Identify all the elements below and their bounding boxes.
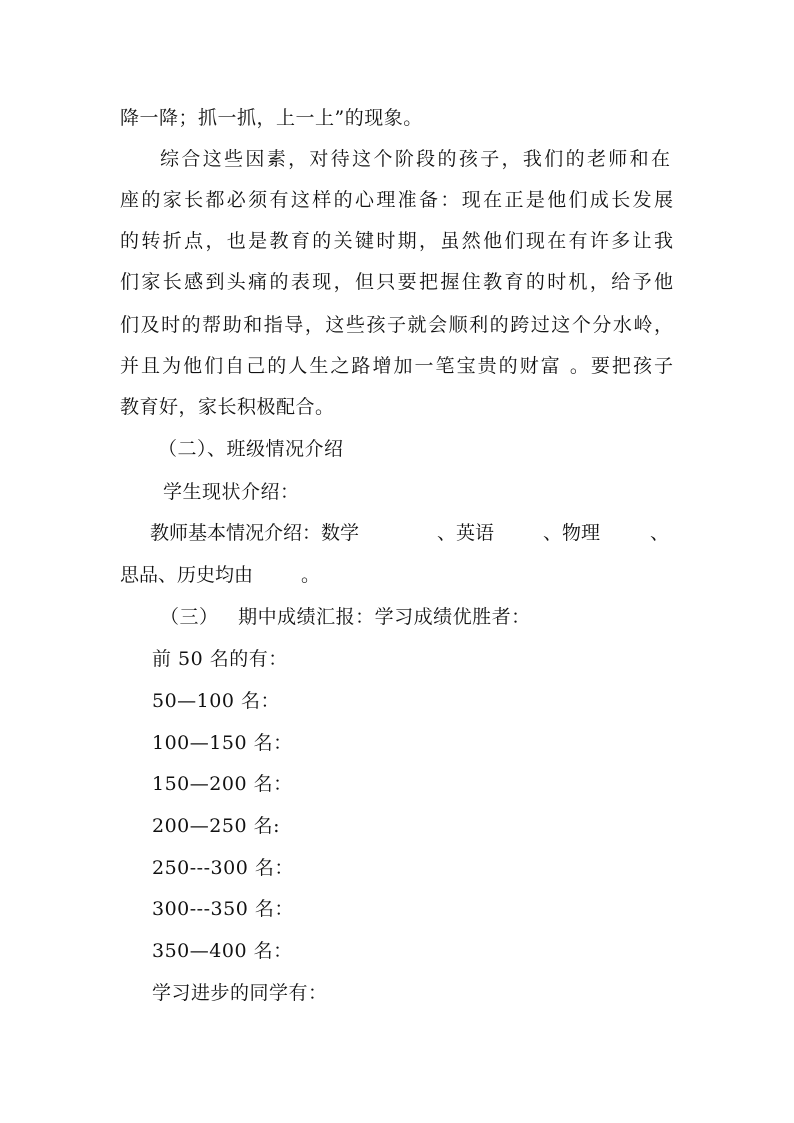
paragraph-line-5: 们家长感到头痛的表现，但只要把握住教育的时机，给予他 (120, 271, 673, 293)
paragraph-line-6: 们及时的帮助和指导，这些孩子就会顺利的跨过这个分水岭， (120, 314, 673, 336)
paragraph-line-1: 降一降；抓一抓，上一上”的现象。 (120, 107, 423, 129)
teacher-info-row (150, 521, 670, 545)
rank-item: 150—200 名： (152, 773, 293, 795)
rank-item: 100—150 名： (152, 732, 293, 754)
paragraph-line-8: 教育好，家长积极配合。 (120, 396, 335, 418)
rank-item: 前 50 名的有： (152, 648, 288, 670)
teacher-info-row-2 (120, 563, 640, 587)
teacher-info-end: 。 (301, 564, 321, 586)
rank-item: 50—100 名： (152, 690, 280, 712)
teacher-info-politics-history: 思品、历史均由 (120, 564, 254, 586)
student-status-label: 学生现状介绍： (163, 481, 300, 503)
paragraph-line-4: 的转折点，也是教育的关键时期，虽然他们现在有许多让我 (120, 230, 673, 252)
rank-item: 350—400 名： (152, 940, 293, 962)
teacher-info-english: 、英语 (437, 522, 495, 544)
paragraph-line-2: 综合这些因素，对待这个阶段的孩子，我们的老师和在 (160, 148, 670, 170)
paragraph-line-7: 并且为他们自己的人生之路增加一笔宝贵的财富 。要把孩子 (120, 355, 673, 377)
rank-item: 300---350 名： (152, 898, 294, 920)
teacher-info-physics: 、物理 (543, 522, 601, 544)
progress-label: 学习进步的同学有： (152, 982, 328, 1004)
teacher-info-tail: 、 (650, 522, 670, 544)
paragraph-line-3: 座的家长都必须有这样的心理准备：现在正是他们成长发展 (120, 189, 673, 211)
section-two-heading: （二）、班级情况介绍 (158, 438, 344, 460)
rank-item: 200—250 名: (152, 815, 280, 837)
teacher-info-math: 教师基本情况介绍：数学 (150, 522, 360, 544)
section-three-heading: （三） 期中成绩汇报：学习成绩优胜者： (160, 606, 531, 628)
rank-item: 250---300 名： (152, 857, 294, 879)
